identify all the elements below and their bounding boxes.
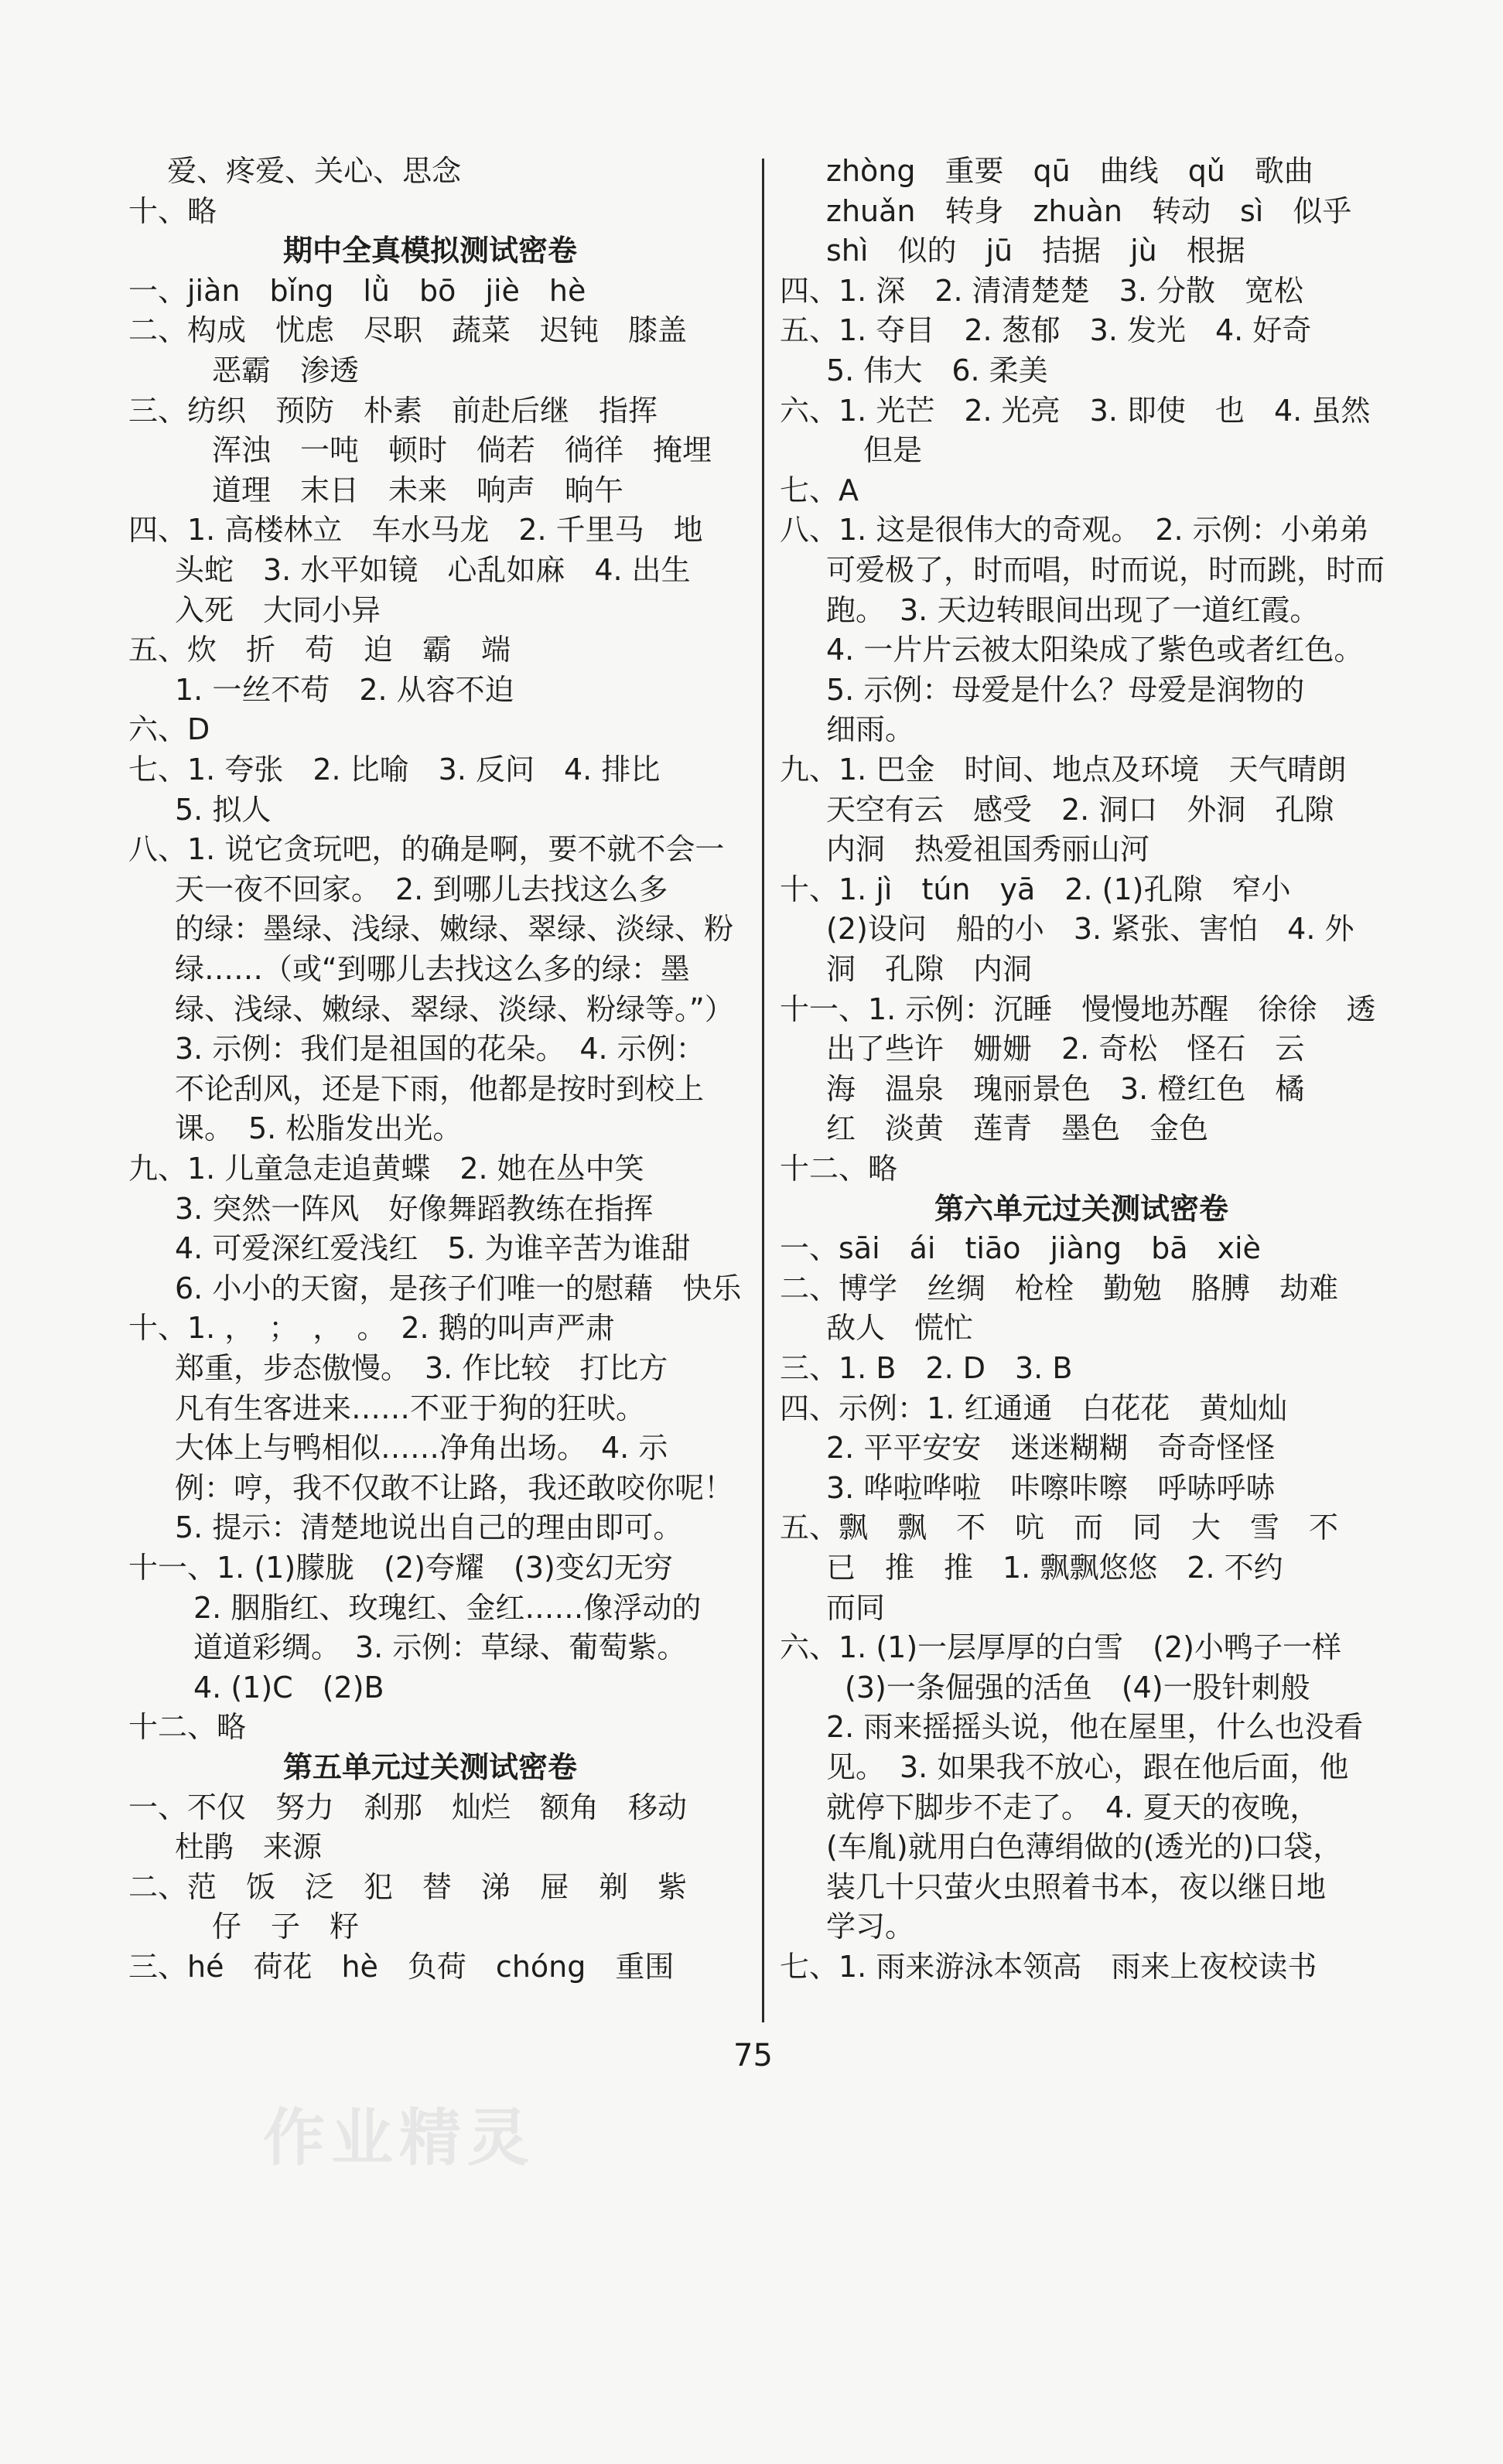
answer-line: 二、博学 丝绸 枪栓 勤勉 胳膊 劫难 — [780, 1271, 1339, 1305]
answer-line: 而同 — [826, 1590, 886, 1625]
answer-line: 三、纺织 预防 朴素 前赴后继 指挥 — [128, 393, 658, 428]
answer-line: 不论刮风，还是下雨，他都是按时到校上 — [175, 1071, 705, 1106]
answer-line: zhòng 重要 qū 曲线 qǔ 歌曲 — [826, 154, 1313, 188]
answer-line: 1. 一丝不苟 2. 从容不迫 — [175, 672, 514, 707]
answer-line: 5. 拟人 — [175, 792, 272, 827]
answer-line: 5. 伟大 6. 柔美 — [826, 353, 1048, 387]
section-heading: 第五单元过关测试密卷 — [283, 1750, 578, 1784]
answer-line: 郑重，步态傲慢。 3. 作比较 打比方 — [175, 1351, 668, 1385]
answer-line: 十、略 — [128, 193, 217, 228]
answer-line: 2. 平平安安 迷迷糊糊 奇奇怪怪 — [826, 1431, 1276, 1466]
answer-line: 三、1. B 2. D 3. B — [780, 1351, 1073, 1385]
answer-line: 十、1. ， ； ， 。 2. 鹅的叫声严肃 — [128, 1311, 615, 1346]
answer-line: 四、1. 高楼林立 车水马龙 2. 千里马 地 — [128, 513, 703, 548]
answer-line: 八、1. 这是很伟大的奇观。 2. 示例：小弟弟 — [780, 513, 1369, 548]
answer-line: 装几十只萤火虫照着书本，夜以继日地 — [826, 1869, 1327, 1904]
answer-line: (车胤)就用白色薄绢做的(透光的)口袋， — [826, 1830, 1343, 1865]
answer-line: 例：哼，我不仅敢不让路，我还敢咬你呢！ — [175, 1470, 734, 1505]
answer-line: 见。 3. 如果我不放心，跟在他后面，他 — [826, 1750, 1349, 1784]
answer-line: 红 淡黄 莲青 墨色 金色 — [826, 1111, 1209, 1146]
answer-line: 天空有云 感受 2. 洞口 外洞 孔隙 — [826, 792, 1334, 827]
answer-line: 5. 提示：清楚地说出自己的理由即可。 — [175, 1510, 683, 1545]
answer-line: 3. 哗啦哗啦 咔嚓咔嚓 呼哧呼哧 — [826, 1470, 1276, 1505]
answer-line: 七、A — [780, 473, 859, 507]
answer-line: 2. 雨来摇摇头说，他在屋里，什么也没看 — [826, 1710, 1364, 1745]
answer-line: 学习。 — [826, 1909, 915, 1944]
answer-line: 4. 可爱深红爱浅红 5. 为谁辛苦为谁甜 — [175, 1231, 691, 1266]
answer-line: 出了些许 姗姗 2. 奇松 怪石 云 — [826, 1032, 1305, 1066]
answer-line: 入死 大同小异 — [175, 592, 381, 627]
answer-line: 爱、疼爱、关心、思念 — [128, 154, 462, 188]
page-number: 75 — [733, 2038, 773, 2073]
answer-line: 头蛇 3. 水平如镜 心乱如麻 4. 出生 — [175, 553, 691, 587]
answer-line: 4. (1)C (2)B — [193, 1670, 384, 1705]
answer-line: 七、1. 夸张 2. 比喻 3. 反问 4. 排比 — [128, 753, 661, 787]
answer-line: 六、D — [128, 712, 210, 747]
answer-line: 九、1. 儿童急走追黄蝶 2. 她在丛中笑 — [128, 1152, 644, 1186]
answer-line: 一、不仅 努力 刹那 灿烂 额角 移动 — [128, 1790, 688, 1824]
answer-line: 5. 示例：母爱是什么？母爱是润物的 — [826, 672, 1305, 707]
answer-line: 一、jiàn bǐng lǜ bō jiè hè — [128, 273, 586, 308]
answer-line: 二、范 饭 泛 犯 替 涕 屉 剃 紫 — [128, 1869, 688, 1904]
answer-line: 十二、略 — [128, 1710, 247, 1745]
answer-line: 浑浊 一吨 顿时 倘若 徜徉 掩埋 — [212, 433, 712, 468]
answer-line: 十、1. jì tún yā 2. (1)孔隙 窄小 — [780, 872, 1291, 906]
answer-line: 十一、1. 示例：沉睡 慢慢地苏醒 徐徐 透 — [780, 991, 1376, 1026]
answer-line: 二、构成 忧虑 尽职 蔬菜 迟钝 膝盖 — [128, 313, 688, 348]
section-heading: 第六单元过关测试密卷 — [934, 1191, 1229, 1226]
answer-line: 的绿：墨绿、浅绿、嫩绿、翠绿、淡绿、粉 — [175, 912, 734, 947]
answer-line: 海 温泉 瑰丽景色 3. 橙红色 橘 — [826, 1071, 1305, 1106]
answer-line: 道道彩绸。 3. 示例：草绿、葡萄紫。 — [193, 1630, 687, 1665]
section-heading: 期中全真模拟测试密卷 — [283, 234, 578, 268]
answer-line: 四、1. 深 2. 清清楚楚 3. 分散 宽松 — [780, 273, 1304, 308]
answer-line: (2)设问 船的小 3. 紧张、害怕 4. 外 — [826, 912, 1354, 947]
answer-line: 已 推 推 1. 飘飘悠悠 2. 不约 — [826, 1551, 1283, 1585]
answer-line: 恶霸 渗透 — [212, 353, 360, 387]
answer-line: 课。 5. 松脂发出光。 — [175, 1111, 463, 1146]
answer-line: 绿、浅绿、嫩绿、翠绿、淡绿、粉绿等。”） — [175, 991, 734, 1026]
answer-line: 八、1. 说它贪玩吧，的确是啊，要不就不会一 — [128, 832, 725, 867]
answer-line: 3. 突然一阵风 好像舞蹈教练在指挥 — [175, 1191, 654, 1226]
answer-line: 大体上与鸭相似……净角出场。 4. 示 — [175, 1431, 668, 1466]
answer-line: 6. 小小的天窗，是孩子们唯一的慰藉 快乐 — [175, 1271, 742, 1305]
column-divider — [762, 159, 764, 2022]
answer-line: 跑。 3. 天边转眼间出现了一道红霞。 — [826, 592, 1320, 627]
answer-line: 敌人 慌忙 — [826, 1311, 974, 1346]
answer-line: 内洞 热爱祖国秀丽山河 — [826, 832, 1150, 867]
answer-line: 4. 一片片云被太阳染成了紫色或者红色。 — [826, 633, 1364, 667]
answer-line: (3)一条倔强的活鱼 (4)一股针刺般 — [845, 1670, 1310, 1705]
watermark: 作业精灵 — [263, 2102, 535, 2174]
answer-line: 十二、略 — [780, 1152, 898, 1186]
answer-line: 绿……（或“到哪儿去找这么多的绿：墨 — [175, 952, 690, 986]
answer-line: 四、示例：1. 红通通 白花花 黄灿灿 — [780, 1391, 1288, 1425]
answer-line: 洞 孔隙 内洞 — [826, 952, 1033, 986]
answer-line: 九、1. 巴金 时间、地点及环境 天气晴朗 — [780, 753, 1347, 787]
answer-line: 七、1. 雨来游泳本领高 雨来上夜校读书 — [780, 1950, 1317, 1984]
answer-line: 六、1. 光芒 2. 光亮 3. 即使 也 4. 虽然 — [780, 393, 1371, 428]
answer-line: 细雨。 — [826, 712, 915, 747]
answer-line: 2. 胭脂红、玫瑰红、金红……像浮动的 — [193, 1590, 702, 1625]
answer-line: 一、sāi ái tiāo jiàng bā xiè — [780, 1231, 1261, 1266]
answer-line: 三、hé 荷花 hè 负荷 chóng 重围 — [128, 1950, 675, 1984]
answer-line: zhuǎn 转身 zhuàn 转动 sì 似乎 — [826, 193, 1352, 228]
answer-line: 可爱极了，时而唱，时而说，时而跳，时而 — [826, 553, 1385, 587]
answer-line: 仔 子 籽 — [212, 1909, 360, 1944]
answer-line: shì 似的 jū 拮据 jù 根据 — [826, 234, 1245, 268]
answer-line: 五、炊 折 苟 迫 霸 端 — [128, 633, 511, 667]
answer-line: 就停下脚步不走了。 4. 夏天的夜晚， — [826, 1790, 1320, 1824]
answer-line: 杜鹃 来源 — [175, 1830, 323, 1865]
answer-line: 道理 末日 未来 响声 晌午 — [212, 473, 624, 507]
answer-line: 五、飘 飘 不 吭 而 同 大 雪 不 — [780, 1510, 1339, 1545]
answer-line: 十一、1. (1)朦胧 (2)夸耀 (3)变幻无穷 — [128, 1551, 673, 1585]
answer-line: 六、1. (1)一层厚厚的白雪 (2)小鸭子一样 — [780, 1630, 1341, 1665]
answer-line: 五、1. 夺目 2. 葱郁 3. 发光 4. 好奇 — [780, 313, 1312, 348]
answer-line: 凡有生客进来……不亚于狗的狂吠。 — [175, 1391, 646, 1425]
answer-line: 3. 示例：我们是祖国的花朵。 4. 示例： — [175, 1032, 705, 1066]
answer-line: 天一夜不回家。 2. 到哪儿去找这么多 — [175, 872, 668, 906]
answer-line: 但是 — [863, 433, 923, 468]
